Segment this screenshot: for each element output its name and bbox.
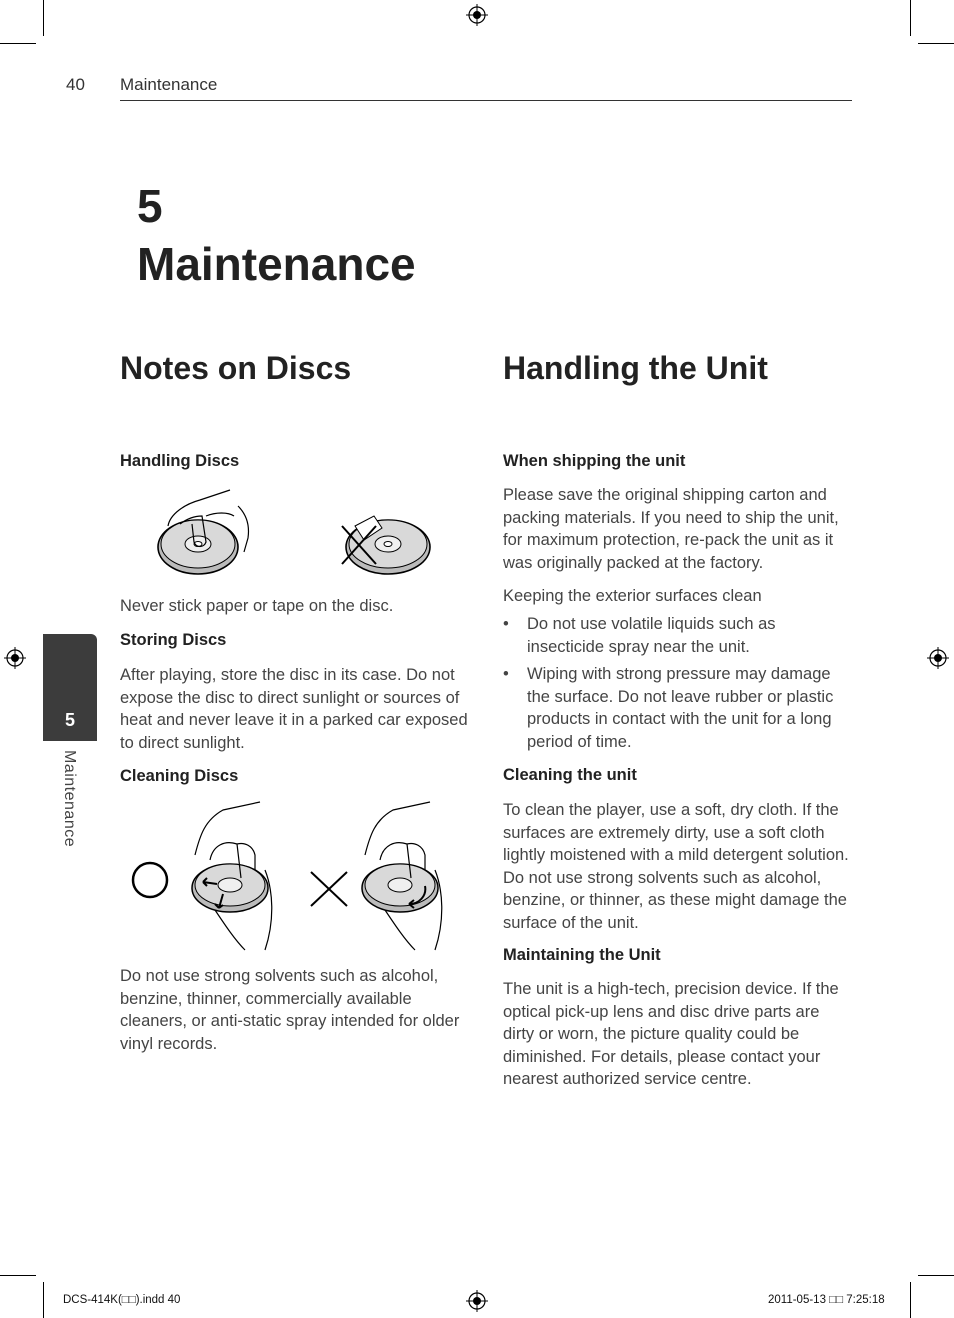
crop-mark — [0, 1275, 36, 1276]
crop-mark — [43, 1282, 44, 1318]
crop-mark — [910, 0, 911, 36]
slug-timestamp: 2011-05-13 □□ 7:25:18 — [768, 1294, 885, 1306]
disc-held-by-edge-icon — [158, 490, 249, 574]
side-tab-label: Maintenance — [61, 750, 78, 848]
bullet-dot: • — [503, 615, 509, 633]
shipping-text: Please save the original shipping carton and packing materials. If you need to ship the unit, for maximum protection, re-pack the unit as it was originally packed at the factory. — [503, 486, 839, 572]
chapter-title: Maintenance — [137, 238, 416, 290]
crop-mark — [0, 43, 36, 44]
crop-mark — [918, 1275, 954, 1276]
crop-mark — [43, 0, 44, 36]
handling-discs-title: Handling Discs — [120, 452, 240, 470]
handling-discs-text: Never stick paper or tape on the disc. — [120, 597, 394, 615]
cleaning-unit-text: To clean the player, use a soft, dry cloth. If the surfaces are extremely dirty, use a soft cloth lightly moistened with a mild detergent solution. Do not use strong solvents such as alcohol, benzine, or thinner, as these might damage the surface of the unit. — [503, 801, 849, 932]
cleaning-discs-title: Cleaning Discs — [120, 767, 239, 785]
disc-wipe-radial-icon — [192, 802, 272, 950]
maintaining-text: The unit is a high-tech, precision device. If the optical pick-up lens and disc drive parts are dirty or worn, the picture quality could be diminished. For details, please contact your nearest authorized service centre. — [503, 980, 839, 1088]
handling-the-unit-heading: Handling the Unit — [503, 350, 768, 386]
chapter-number: 5 — [137, 180, 163, 232]
maintaining-title: Maintaining the Unit — [503, 946, 661, 964]
page-number: 40 — [66, 75, 85, 94]
list-item: • Wiping with strong pressure may damage the surface. Do not leave rubber or plastic products in contact with the unit for a long period of time. — [503, 665, 834, 751]
disc-cleaning-illustration — [125, 800, 460, 955]
notes-on-discs-heading: Notes on Discs — [120, 350, 352, 386]
side-tab-number: 5 — [64, 710, 75, 730]
cleaning-discs-text: Do not use strong solvents such as alcohol, benzine, thinner, commercially available cleaners, or anti-static spray intended for older vinyl records. — [120, 967, 460, 1053]
header-rule — [120, 100, 852, 101]
slug-filename: DCS-414K(□□).indd 40 — [63, 1294, 181, 1306]
disc-wipe-circular-icon — [362, 802, 442, 950]
crop-mark — [910, 1282, 911, 1318]
crop-mark — [918, 43, 954, 44]
registration-mark-icon — [466, 1290, 488, 1312]
registration-mark-icon — [927, 647, 949, 669]
disc-handling-illustration — [150, 486, 450, 582]
bullet-dot: • — [503, 665, 509, 683]
exterior-bullet-list — [503, 613, 853, 758]
wrong-cross-icon — [311, 872, 347, 906]
list-item: • Do not use volatile liquids such as insecticide spray near the unit. — [503, 615, 776, 656]
disc-with-tape-prohibited-icon — [342, 516, 430, 574]
cleaning-unit-title: Cleaning the unit — [503, 766, 637, 784]
storing-discs-text: After playing, store the disc in its case. Do not expose the disc to direct sunlight or sources of heat and never leave it in a parked car exposed to direct sunlight. — [120, 666, 468, 752]
running-section-title: Maintenance — [120, 75, 218, 94]
registration-mark-icon — [4, 647, 26, 669]
registration-mark-icon — [466, 4, 488, 26]
shipping-title: When shipping the unit — [503, 452, 686, 470]
correct-circle-icon — [133, 863, 167, 897]
storing-discs-title: Storing Discs — [120, 631, 227, 649]
exterior-title: Keeping the exterior surfaces clean — [503, 587, 762, 605]
